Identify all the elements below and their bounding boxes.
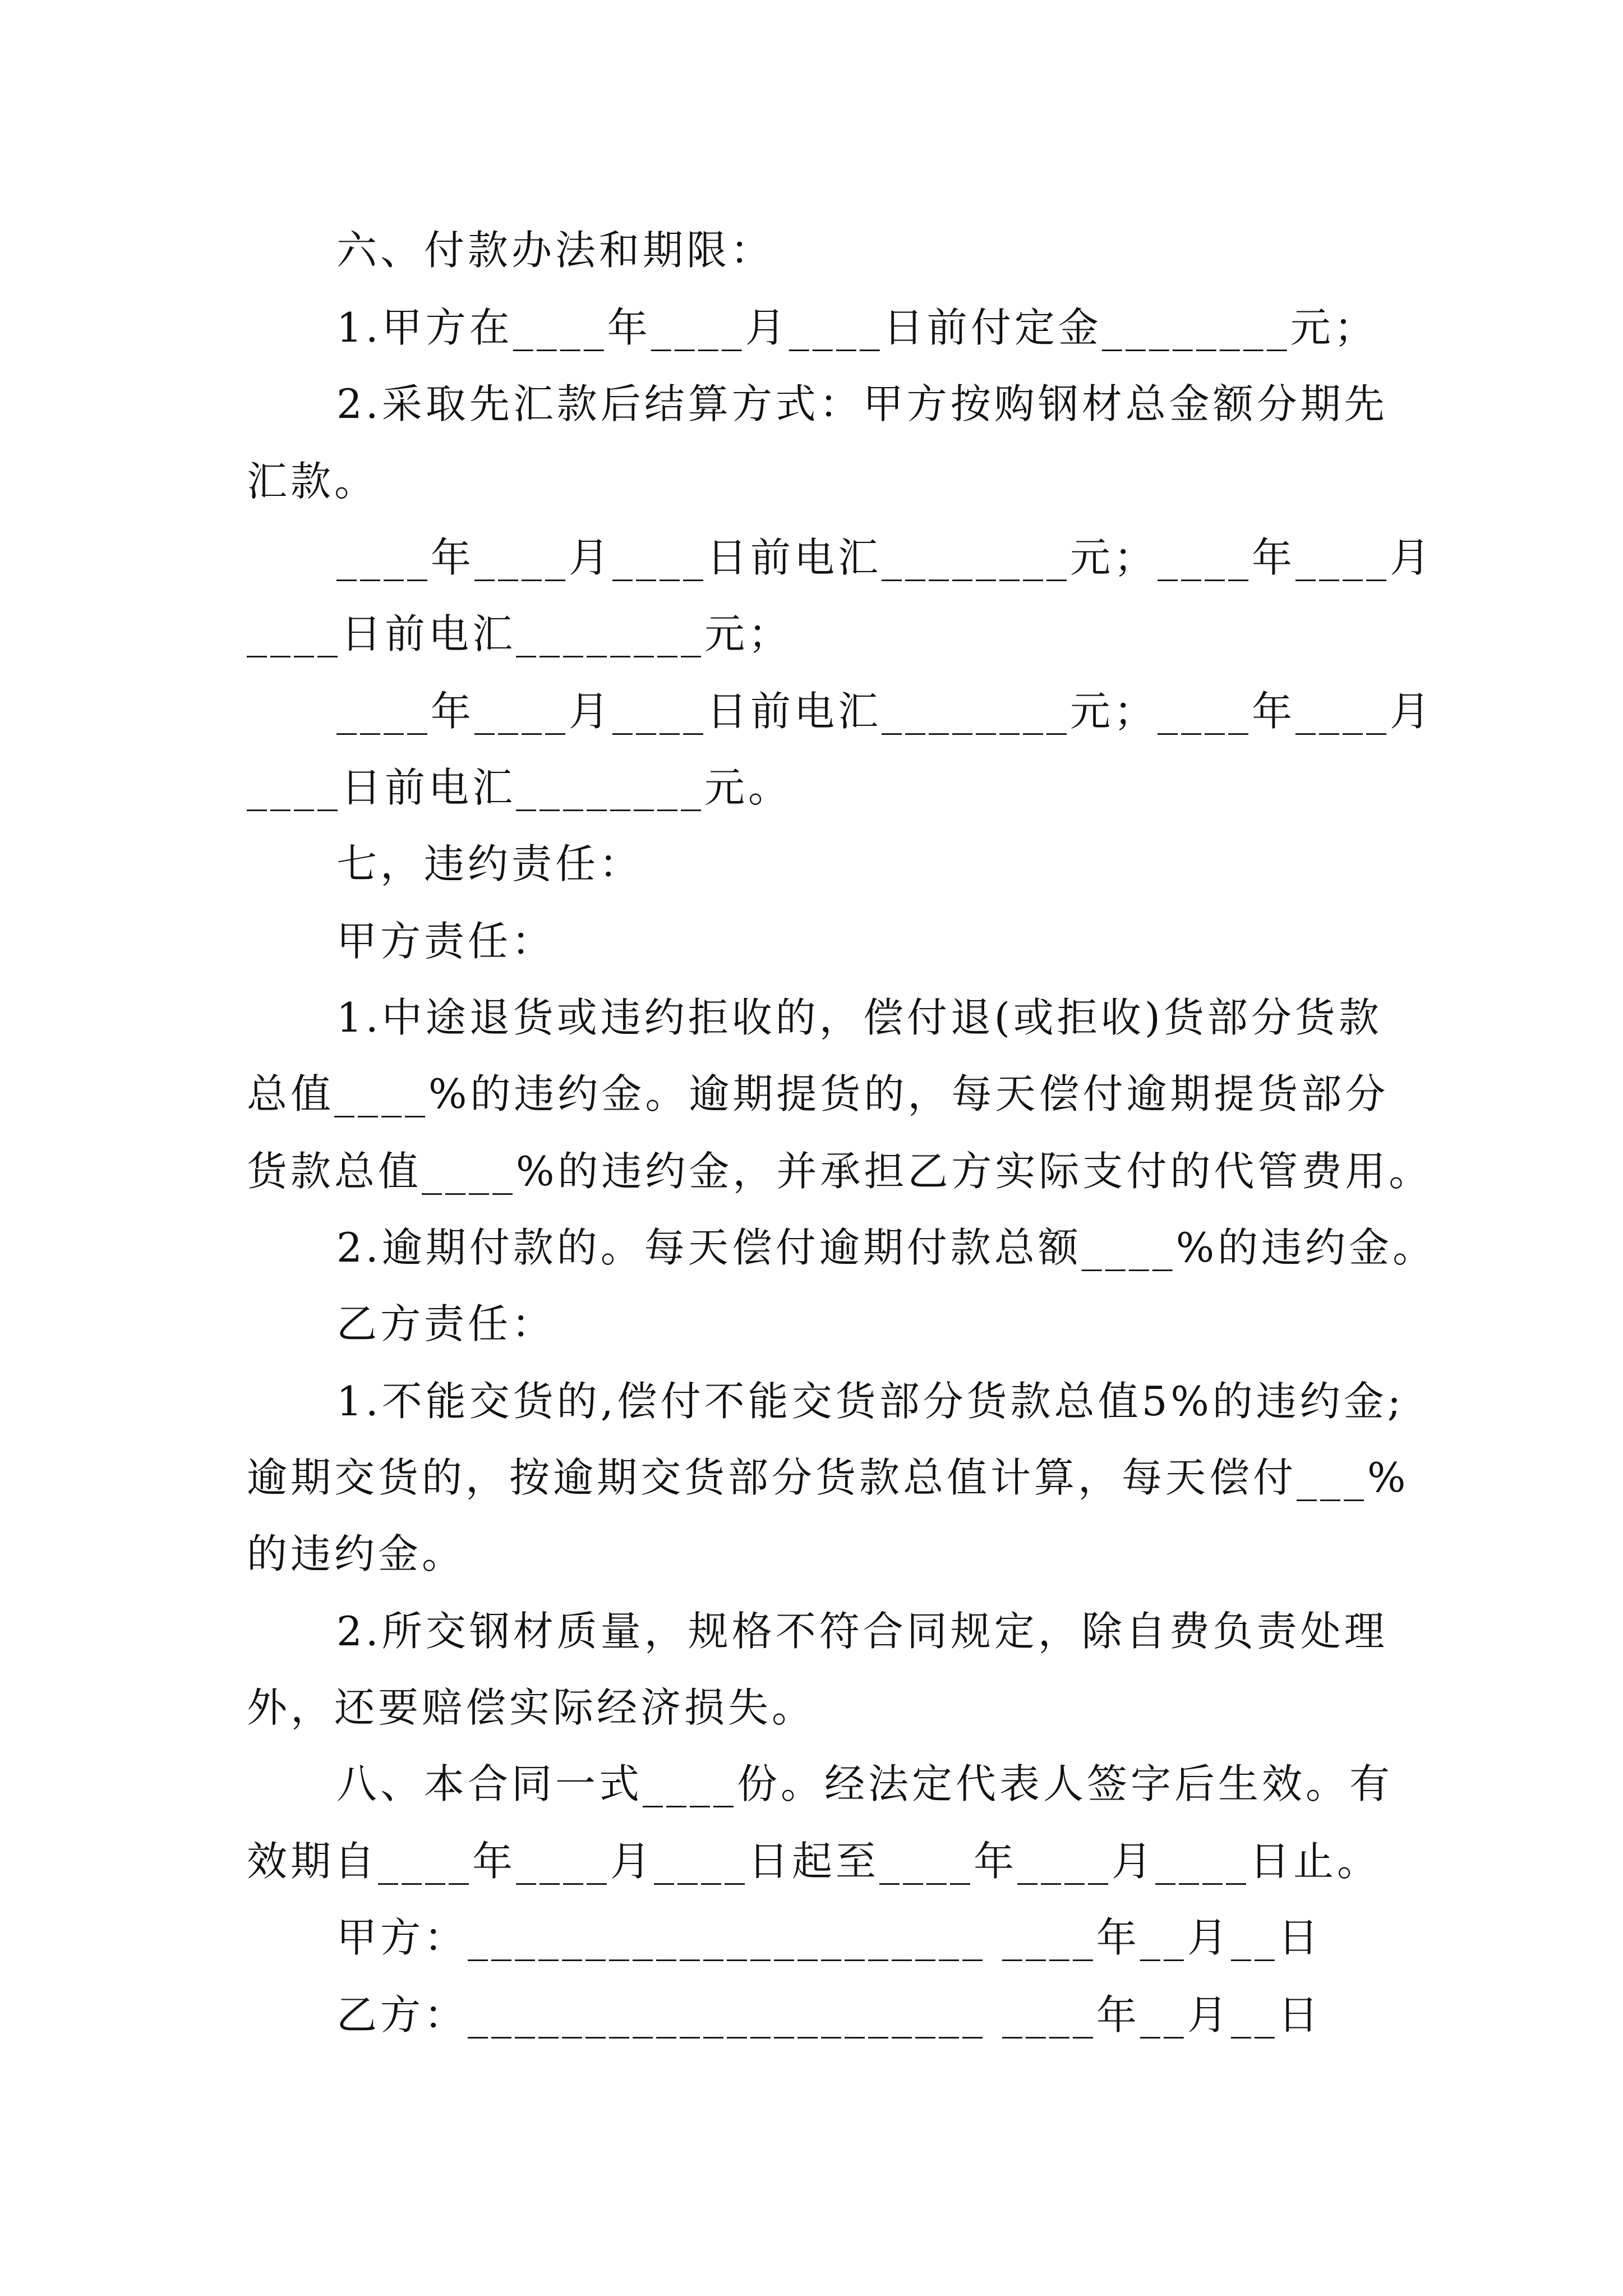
party-a-liability-heading: 甲方责任：: [336, 918, 556, 965]
payment-clause-1: 1.甲方在____年____月____日前付定金________元；: [336, 304, 1378, 351]
party-a-clause-1-line-1: 1.中途退货或违约拒收的，偿付退(或拒收)货部分货款: [336, 994, 1382, 1041]
party-a-clause-2: 2.逾期付款的。每天偿付逾期付款总额____%的违约金。: [336, 1224, 1437, 1271]
party-a-clause-1-line-2: 总值____%的违约金。逾期提货的，每天偿付逾期提货部分: [247, 1070, 1389, 1117]
party-b-clause-1-line-3: 的违约金。: [247, 1530, 466, 1577]
party-a-signature-line: 甲方：______________________ ____年__月__日: [336, 1914, 1322, 1961]
section-8-line-1: 八、本合同一式____份。经法定代表人签字后生效。有: [336, 1760, 1394, 1807]
party-a-clause-1-line-3: 货款总值____%的违约金，并承担乙方实际支付的代管费用。: [247, 1148, 1433, 1195]
payment-clause-2-line-1: 2.采取先汇款后结算方式：甲方按购钢材总金额分期先: [336, 380, 1388, 427]
party-b-clause-1-line-1: 1.不能交货的,偿付不能交货部分货款总值5%的违约金;: [336, 1378, 1405, 1425]
remittance-line-1: ____年____月____日前电汇________元；____年____月: [336, 534, 1434, 581]
party-b-clause-2-line-2: 外，还要赔偿实际经济损失。: [247, 1684, 816, 1731]
payment-clause-2-line-2: 汇款。: [247, 458, 379, 505]
remittance-line-2: ____日前电汇________元；: [247, 610, 792, 657]
section-8-line-2: 效期自____年____月____日起至____年____月____日止。: [247, 1838, 1381, 1885]
party-b-liability-heading: 乙方责任：: [336, 1300, 556, 1347]
section-7-heading: 七，违约责任：: [336, 840, 643, 887]
party-b-signature-line: 乙方：______________________ ____年__月__日: [336, 1991, 1322, 2039]
party-b-clause-1-line-2: 逾期交货的，按逾期交货部分货款总值计算，每天偿付___%: [247, 1454, 1409, 1501]
remittance-line-3: ____年____月____日前电汇________元；____年____月: [336, 688, 1434, 735]
remittance-line-4: ____日前电汇________元。: [247, 764, 792, 811]
section-6-heading: 六、付款办法和期限：: [336, 227, 774, 274]
party-b-clause-2-line-1: 2.所交钢材质量，规格不符合同规定，除自费负责处理: [336, 1608, 1388, 1655]
